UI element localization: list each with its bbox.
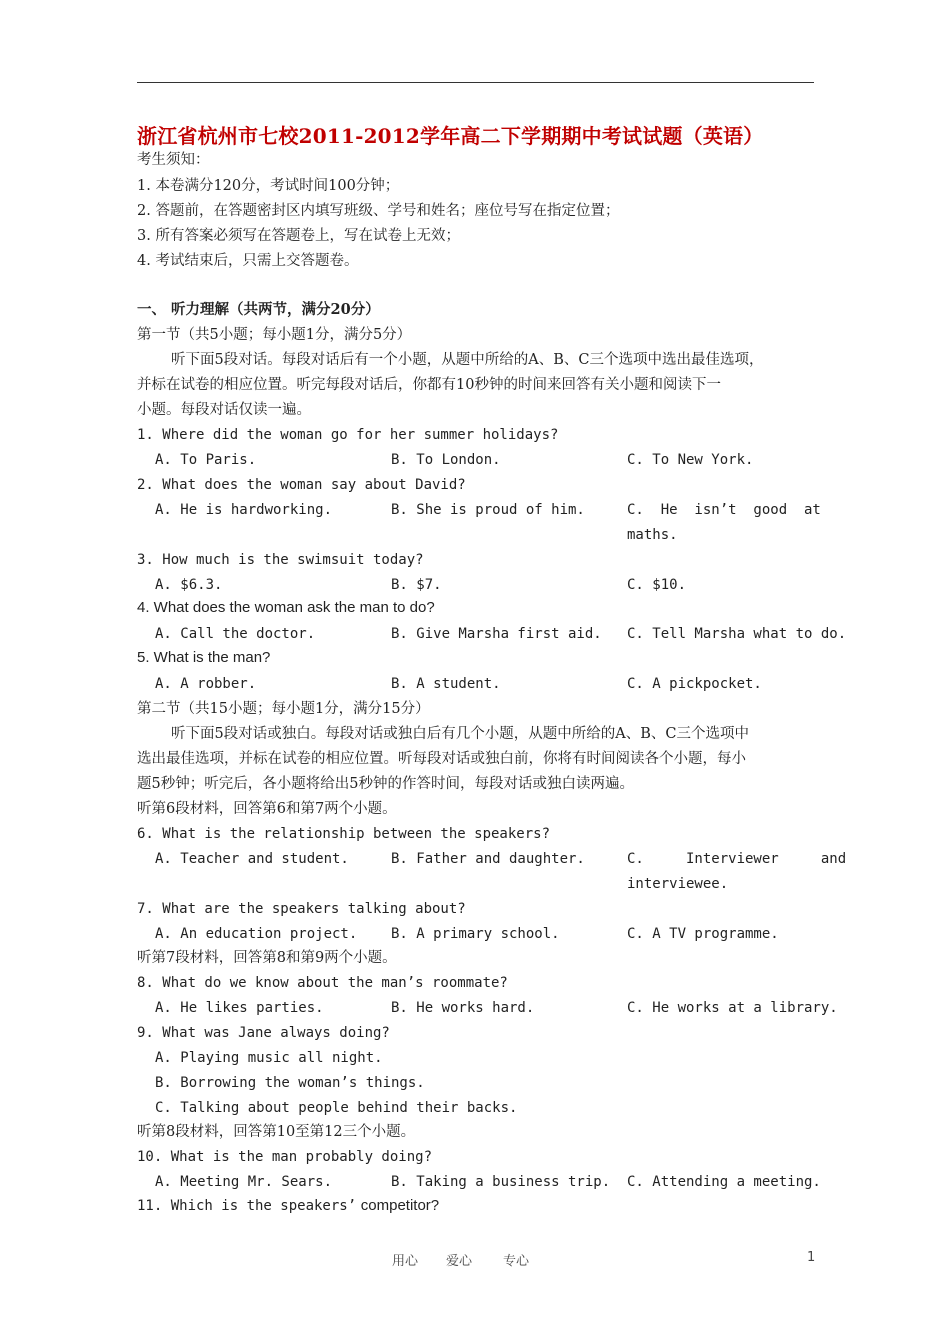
option-c: C. To New York. bbox=[627, 452, 754, 468]
option-b: B. She is proud of him. bbox=[391, 502, 585, 518]
option-a: A. He likes parties. bbox=[155, 1000, 324, 1016]
material-note: 听第8段材料，回答第10至第12三个小题。 bbox=[137, 1124, 416, 1140]
option-b: B. To London. bbox=[391, 452, 501, 468]
question-3: 3. How much is the swimsuit today? bbox=[137, 552, 424, 568]
option-c: C. Interviewer and bbox=[627, 851, 847, 867]
option-b: B. Give Marsha first aid. bbox=[391, 626, 602, 642]
part1-instructions: 听下面5段对话。每段对话后有一个小题，从题中所给的A、B、C三个选项中选出最佳选项， bbox=[171, 352, 764, 368]
page-title: 浙江省杭州市七校2011-2012学年高二下学期期中考试试题（英语） bbox=[137, 124, 764, 148]
question-4: 4. What does the woman ask the man to do? bbox=[137, 599, 435, 616]
option-c: C. A TV programme. bbox=[627, 926, 779, 942]
option-c: C. $10. bbox=[627, 577, 687, 593]
question-5: 5. What is the man? bbox=[137, 649, 271, 666]
part1-instructions: 小题。每段对话仅读一遍。 bbox=[137, 402, 311, 418]
notice-item: 2. 答题前，在答题密封区内填写班级、学号和姓名；座位号写在指定位置； bbox=[137, 203, 620, 219]
option-c: C. Talking about people behind their backs. bbox=[155, 1100, 518, 1116]
option-a: A. $6.3. bbox=[155, 577, 223, 593]
part2-instructions: 题5秒钟；听完后，各小题将给出5秒钟的作答时间，每段对话或独白读两遍。 bbox=[137, 776, 634, 792]
question-2: 2. What does the woman say about David? bbox=[137, 477, 466, 493]
question-7: 7. What are the speakers talking about? bbox=[137, 901, 466, 917]
option-b: B. Borrowing the woman’s things. bbox=[155, 1075, 425, 1091]
option-b: B. A student. bbox=[391, 676, 501, 692]
option-c: C. A pickpocket. bbox=[627, 676, 762, 692]
option-a: A. Meeting Mr. Sears. bbox=[155, 1174, 333, 1190]
question-9: 9. What was Jane always doing? bbox=[137, 1025, 390, 1041]
option-c: C. He isn’t good at bbox=[627, 502, 821, 518]
option-c: C. He works at a library. bbox=[627, 1000, 838, 1016]
section-heading: 一、 听力理解（共两节，满分20分） bbox=[137, 301, 380, 318]
option-b: B. Taking a business trip. bbox=[391, 1174, 611, 1190]
notice-item: 3. 所有答案必须写在答题卷上，写在试卷上无效； bbox=[137, 228, 460, 244]
option-c: C. Tell Marsha what to do. bbox=[627, 626, 847, 642]
option-b: B. He works hard. bbox=[391, 1000, 535, 1016]
question-8: 8. What do we know about the man’s roommate? bbox=[137, 975, 508, 991]
page-number: 1 bbox=[807, 1250, 816, 1265]
footer-text: 专心 bbox=[503, 1254, 530, 1269]
question-1: 1. Where did the woman go for her summer holidays? bbox=[137, 427, 559, 443]
option-b: B. $7. bbox=[391, 577, 442, 593]
option-a: A. He is hardworking. bbox=[155, 502, 333, 518]
option-a: A. A robber. bbox=[155, 676, 257, 692]
footer-text: 用心 bbox=[392, 1254, 419, 1269]
option-a: A. Teacher and student. bbox=[155, 851, 349, 867]
notice-item: 1. 本卷满分120分，考试时间100分钟； bbox=[137, 178, 400, 194]
question-6: 6. What is the relationship between the speakers? bbox=[137, 826, 551, 842]
part2-instructions: 选出最佳选项，并标在试卷的相应位置。听每段对话或独白前，你将有时间阅读各个小题，每小 bbox=[137, 751, 746, 767]
notice-item: 4. 考试结束后，只需上交答题卷。 bbox=[137, 253, 359, 269]
option-b: B. Father and daughter. bbox=[391, 851, 585, 867]
option-c-cont: maths. bbox=[627, 527, 678, 543]
question-10: 10. What is the man probably doing? bbox=[137, 1149, 433, 1165]
material-note: 听第7段材料，回答第8和第9两个小题。 bbox=[137, 950, 397, 966]
option-b: B. A primary school. bbox=[391, 926, 560, 942]
question-11 bbox=[137, 1196, 439, 1216]
part2-heading: 第二节（共15小题；每小题1分，满分15分） bbox=[137, 701, 430, 717]
option-c: C. Attending a meeting. bbox=[627, 1174, 821, 1190]
notice-heading: 考生须知： bbox=[137, 152, 210, 168]
option-c-cont: interviewee. bbox=[627, 876, 729, 892]
part1-heading: 第一节（共5小题；每小题1分，满分5分） bbox=[137, 327, 412, 343]
part1-instructions: 并标在试卷的相应位置。听完每段对话后，你都有10秒钟的时间来回答有关小题和阅读下一 bbox=[137, 377, 721, 393]
option-a: A. To Paris. bbox=[155, 452, 257, 468]
top-rule bbox=[137, 82, 814, 83]
option-a: A. An education project. bbox=[155, 926, 358, 942]
material-note: 听第6段材料，回答第6和第7两个小题。 bbox=[137, 801, 397, 817]
part2-instructions: 听下面5段对话或独白。每段对话或独白后有几个小题，从题中所给的A、B、C三个选项中 bbox=[171, 726, 749, 742]
option-a: A. Call the doctor. bbox=[155, 626, 316, 642]
question-11-suffix: competitor? bbox=[360, 1197, 440, 1214]
option-a: A. Playing music all night. bbox=[155, 1050, 383, 1066]
question-11-prefix: 11. Which is the speakers’ bbox=[137, 1198, 357, 1214]
footer-text: 爱心 bbox=[446, 1254, 473, 1269]
